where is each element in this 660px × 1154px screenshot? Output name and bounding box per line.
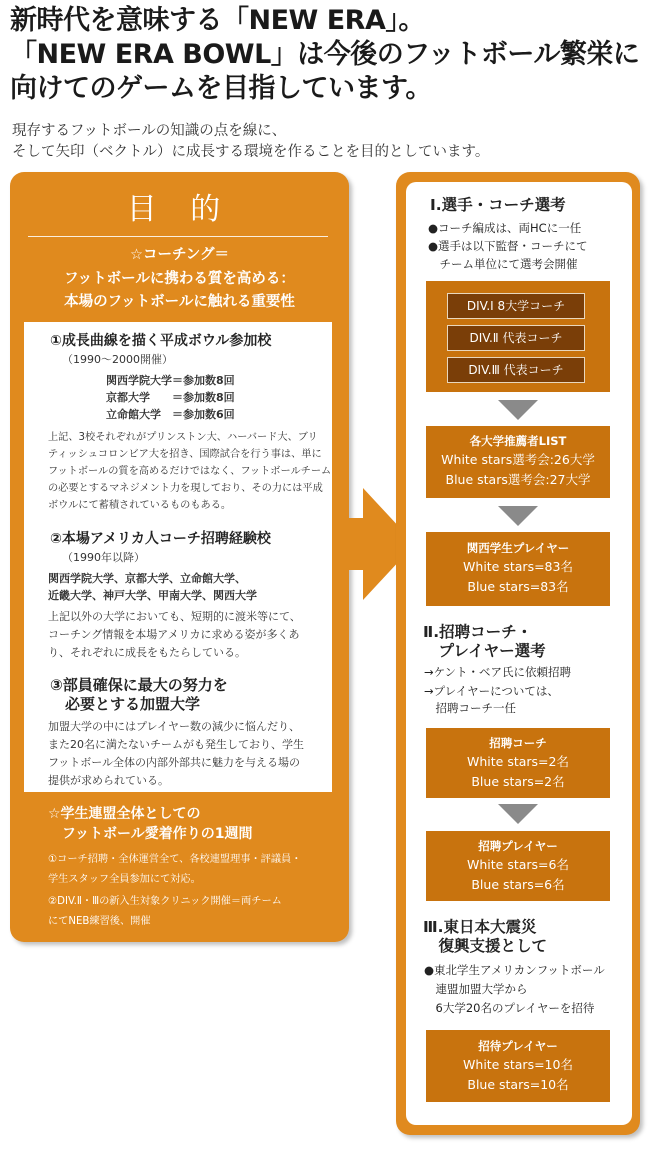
week-desc: にてNEB練習後、開催: [48, 916, 151, 927]
title-line-3: 向けてのゲームを目指しています。: [10, 73, 432, 104]
item3-desc: フットボール全体の内部外部共に魅力を与える場の: [48, 756, 301, 769]
sec3-note: 6大学20名のプレイヤーを招待: [424, 1001, 595, 1015]
item1-title: ①成長曲線を描く平成ボウル参加校: [50, 333, 272, 349]
down-arrow-icon: [498, 804, 538, 824]
item3-title-line-2: 必要とする加盟大学: [50, 695, 201, 713]
item2-desc: 上記以外の大学においても、短期的に渡米等にて、: [48, 610, 301, 623]
item3-desc: 加盟大学の中にはプレイヤー数の減少に悩んだり、: [48, 720, 301, 733]
sec2-note: →プレイヤーについては、: [424, 684, 559, 698]
item1-period: （1990～2000開催）: [62, 353, 173, 366]
item2-desc: コーチング情報を本場アメリカに求める姿が多くあ: [48, 628, 300, 641]
week-title-line-1: ☆学生連盟全体としての: [48, 806, 201, 822]
invited-player-box: [426, 831, 610, 901]
sec1-bullet: チーム単位にて選考会開催: [428, 257, 578, 271]
purpose-divider: [28, 236, 328, 237]
sec2-note: →ケント・ベア氏に依頼招聘: [424, 665, 572, 679]
item1-school: 関西学院大学＝参加数8回: [106, 374, 235, 387]
item2-schools: 関西学院大学、京都大学、立命館大学、: [48, 572, 246, 585]
invited-player-blue: Blue stars=6名: [471, 877, 565, 892]
sec3-note: ●東北学生アメリカンフットボール: [424, 963, 605, 977]
sec2-note: 招聘コーチ一任: [424, 701, 516, 715]
week-desc: 学生スタッフ全員参加にて対応。: [48, 874, 201, 885]
title-line-1: 新時代を意味する「NEW ERA」。: [10, 5, 425, 36]
sec3-note: 連盟加盟大学から: [424, 982, 528, 996]
invited-coach-title: 招聘コーチ: [489, 736, 547, 750]
coaching-line-1: ☆コーチング＝: [130, 247, 229, 263]
div1-coach-label: DIV.Ⅰ 8大学コーチ: [447, 293, 585, 319]
item1-desc: の必要とするマネジメント力を現しており、その力には平成: [48, 483, 323, 494]
week-desc: ②DIV.Ⅱ・Ⅲの新入生対象クリニック開催＝両チーム: [48, 896, 282, 907]
title-line-2: 「NEW ERA BOWL」は今後のフットボール繁栄に: [10, 39, 640, 70]
item1-desc: ティッシュコロンビア大を招き、国際試合を行う事は、単に: [48, 449, 322, 460]
down-arrow-icon: [498, 400, 538, 420]
recommend-list-white: White stars選考会:26大学: [441, 452, 595, 467]
guest-player-white: White stars=10名: [463, 1057, 573, 1072]
sec3-title-line-2: 復興支援として: [423, 937, 548, 955]
item2-period: （1990年以降）: [62, 551, 145, 564]
div-coaches-box: [426, 281, 610, 392]
item1-desc: ボウルにて蓄積されているものもある。: [48, 500, 232, 511]
invited-coach-white: White stars=2名: [467, 754, 569, 769]
kansai-players-blue: Blue stars=83名: [467, 579, 569, 594]
guest-player-box: [426, 1030, 610, 1102]
item2-schools: 近畿大学、神戸大学、甲南大学、関西大学: [48, 589, 257, 602]
recommend-list-title: 各大学推薦者LIST: [469, 434, 567, 448]
sec2-title-line-1: Ⅱ.招聘コーチ・: [423, 623, 533, 641]
item1-desc: 上記、3校それぞれがプリンストン大、ハーバード大、ブリ: [48, 432, 318, 443]
invited-coach-box: [426, 728, 610, 798]
item2-desc: り、それぞれに成長をもたらしている。: [48, 646, 246, 659]
guest-player-blue: Blue stars=10名: [467, 1077, 569, 1092]
coaching-line-2: フットボールに携わる質を高める：: [64, 271, 295, 287]
item2-title: ②本場アメリカ人コーチ招聘経験校: [50, 531, 271, 547]
kansai-players-box: [426, 532, 610, 606]
recommend-list-blue: Blue stars選考会:27大学: [445, 472, 591, 487]
item1-school: 立命館大学 ＝参加数6回: [106, 408, 235, 421]
sec2-title-line-2: プレイヤー選考: [423, 642, 546, 660]
item3-desc: また20名に満たないチームがも発生しており、学生: [48, 738, 304, 751]
sec3-title-line-1: Ⅲ.東日本大震災: [423, 918, 537, 936]
div3-coach-label: DIV.Ⅲ 代表コーチ: [447, 357, 585, 383]
subtitle-line-1: 現存するフットボールの知識の点を線に、: [12, 123, 287, 139]
week-desc: ①コーチ招聘・全体運営全て、各校連盟理事・評議員・: [48, 854, 302, 865]
invited-player-title: 招聘プレイヤー: [478, 839, 558, 853]
down-arrow-icon: [498, 506, 538, 526]
invited-player-white: White stars=6名: [467, 857, 569, 872]
sec1-bullet: ●選手は以下監督・コーチにて: [428, 239, 588, 253]
purpose-heading: 目 的: [126, 192, 233, 227]
subtitle-line-2: そして矢印（ベクトル）に成長する環境を作ることを目的としています。: [12, 144, 490, 160]
kansai-players-white: White stars=83名: [463, 559, 573, 574]
guest-player-title: 招待プレイヤー: [478, 1039, 558, 1053]
item1-school: 京都大学 ＝参加数8回: [106, 391, 235, 404]
sec1-bullet: ●コーチ編成は、両HCに一任: [428, 221, 582, 235]
item3-desc: 提供が求められている。: [48, 774, 169, 787]
coaching-line-3: 本場のフットボールに触れる重要性: [64, 294, 295, 310]
item3-title-line-1: ③部員確保に最大の努力を: [50, 676, 228, 694]
div2-coach-label: DIV.Ⅱ 代表コーチ: [447, 325, 585, 351]
sec1-title: Ⅰ.選手・コーチ選考: [430, 196, 566, 214]
week-title-line-2: フットボール愛着作りの1週間: [48, 826, 253, 842]
recommend-list-box: [426, 426, 610, 498]
kansai-players-title: 関西学生プレイヤー: [466, 541, 570, 555]
item1-desc: フットボールの質を高めるだけではなく、フットボールチーム: [48, 466, 332, 477]
invited-coach-blue: Blue stars=2名: [471, 774, 565, 789]
